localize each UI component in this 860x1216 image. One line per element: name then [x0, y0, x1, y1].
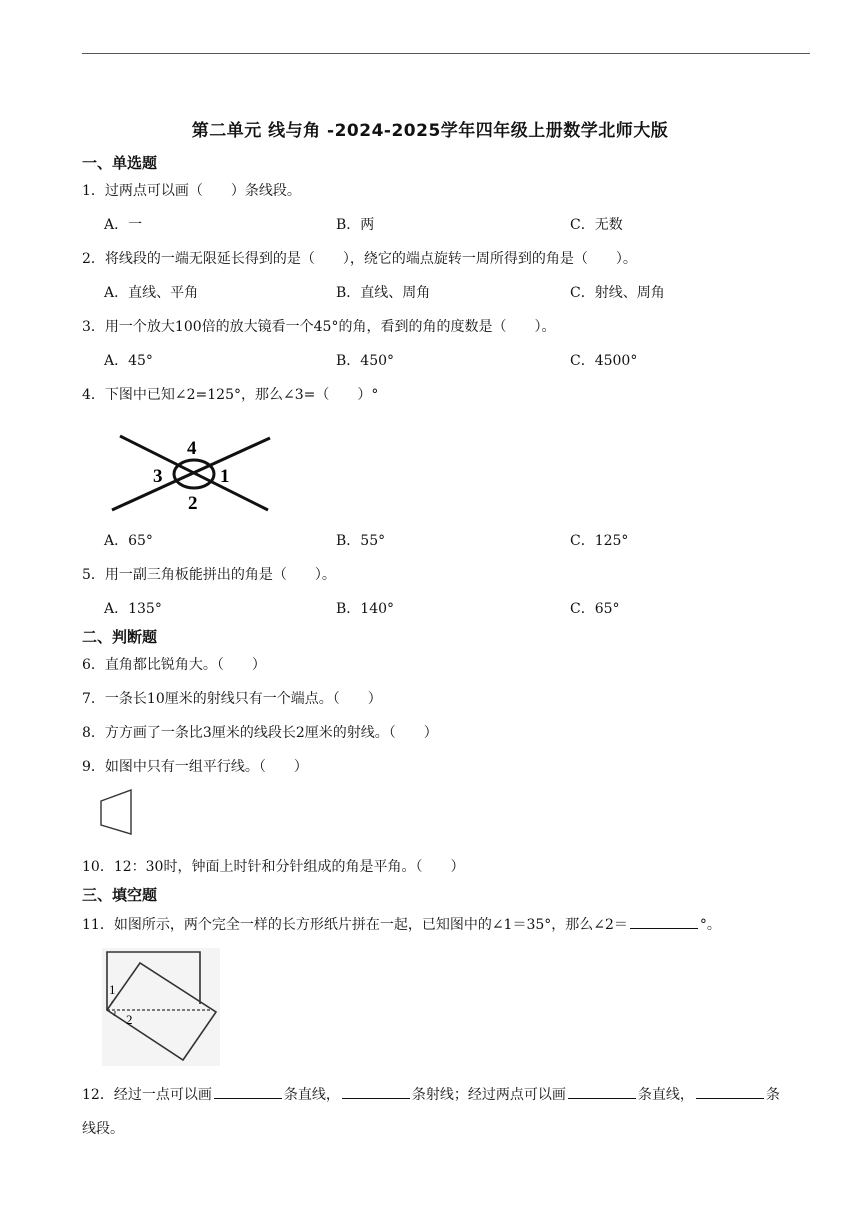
rect-angle-label-2: 2: [126, 1012, 133, 1027]
q12-blank-1[interactable]: [214, 1084, 282, 1099]
trapezoid-figure: [98, 788, 138, 838]
header-rule: [82, 53, 810, 54]
rect-angle-label-1: 1: [109, 982, 116, 997]
question-12-continued: 线段。: [82, 1121, 124, 1137]
q3-option-a[interactable]: A．45°: [104, 353, 153, 369]
q12-part1: 12．经过一点可以画: [82, 1087, 212, 1103]
angle-label-4: 4: [187, 438, 197, 459]
q11-suffix: °。: [699, 917, 721, 933]
question-2: 2．将线段的一端无限延长得到的是（ ），绕它的端点旋转一周所得到的角是（ ）。: [82, 251, 637, 267]
question-6: 6．直角都比锐角大。（ ）: [82, 657, 266, 673]
q5-option-c[interactable]: C．65°: [570, 601, 620, 617]
q3-option-b[interactable]: B．450°: [336, 353, 395, 369]
rectangles-figure: [102, 948, 220, 1066]
question-1: 1．过两点可以画（ ）条线段。: [82, 183, 301, 199]
question-12: [82, 1084, 780, 1104]
section-heading-fill-blank: 三、填空题: [82, 886, 158, 904]
q12-blank-2[interactable]: [342, 1084, 410, 1099]
question-4: 4．下图中已知∠2=125°，那么∠3=（ ）°: [82, 387, 379, 403]
q12-blank-3[interactable]: [568, 1084, 636, 1099]
question-7: 7．一条长10厘米的射线只有一个端点。（ ）: [82, 691, 382, 707]
q2-option-c[interactable]: C．射线、周角: [570, 285, 665, 301]
q1-option-a[interactable]: A．一: [104, 217, 143, 233]
question-9: 9．如图中只有一组平行线。（ ）: [82, 759, 308, 775]
q11-prefix: 11．如图所示，两个完全一样的长方形纸片拼在一起，已知图中的∠1＝35°，那么∠2＝: [82, 917, 628, 933]
q11-answer-blank[interactable]: [630, 914, 698, 929]
q4-option-b[interactable]: B．55°: [336, 533, 386, 549]
question-5: 5．用一副三角板能拼出的角是（ ）。: [82, 567, 336, 583]
q2-option-a[interactable]: A．直线、平角: [104, 285, 199, 301]
q12-part2: 条直线，: [283, 1087, 340, 1103]
q4-option-c[interactable]: C．125°: [570, 533, 629, 549]
question-8: 8．方方画了一条比3厘米的线段长2厘米的射线。（ ）: [82, 725, 438, 741]
q12-part4: 条直线，: [637, 1087, 694, 1103]
section-heading-single-choice: 一、单选题: [82, 154, 158, 172]
q5-option-a[interactable]: A．135°: [104, 601, 162, 617]
angle-label-1: 1: [220, 466, 230, 487]
question-10: 10．12：30时，钟面上时针和分针组成的角是平角。（ ）: [82, 859, 465, 875]
q12-blank-4[interactable]: [696, 1084, 764, 1099]
angle-label-3: 3: [153, 466, 163, 487]
q1-option-b[interactable]: B．两: [336, 217, 375, 233]
intersecting-lines-figure: [108, 432, 274, 516]
q3-option-c[interactable]: C．4500°: [570, 353, 638, 369]
section-heading-judgement: 二、判断题: [82, 628, 158, 646]
question-11: [82, 914, 721, 934]
q2-option-b[interactable]: B．直线、周角: [336, 285, 431, 301]
page-title: 第二单元 线与角 -2024-2025学年四年级上册数学北师大版: [191, 121, 669, 141]
q12-part5: 条: [765, 1087, 780, 1103]
q12-part3: 条射线；经过两点可以画: [411, 1087, 566, 1103]
angle-label-2: 2: [188, 493, 198, 514]
question-3: 3．用一个放大100倍的放大镜看一个45°的角，看到的角的度数是（ ）。: [82, 319, 556, 335]
q5-option-b[interactable]: B．140°: [336, 601, 395, 617]
q4-option-a[interactable]: A．65°: [104, 533, 153, 549]
q1-option-c[interactable]: C．无数: [570, 217, 623, 233]
